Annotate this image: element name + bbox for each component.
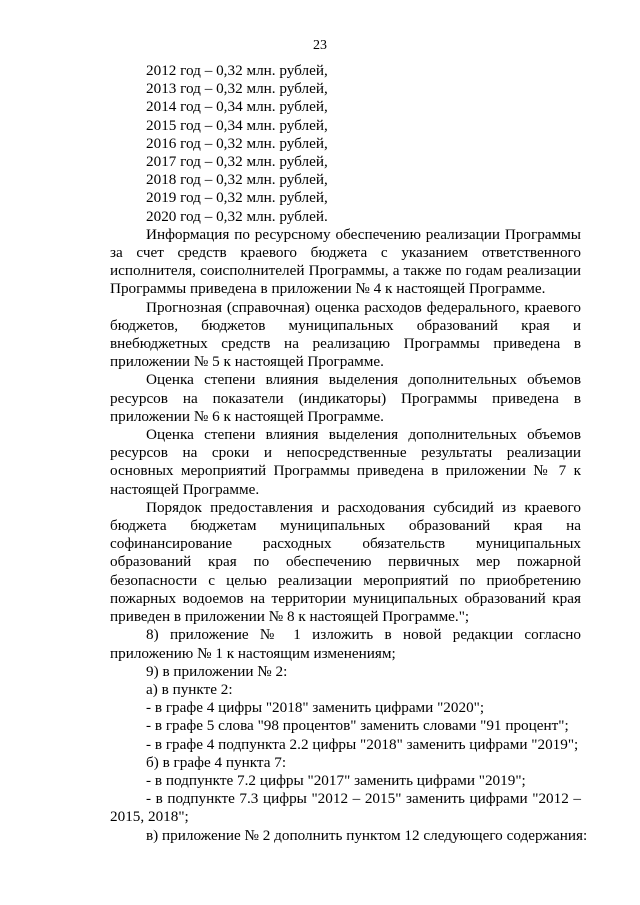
item-9a-subitem-2-2: - в графе 4 подпункта 2.2 цифры "2018" заменить цифрами "2019"; [146,735,579,753]
funding-year-2014: 2014 год – 0,34 млн. рублей, [146,98,328,116]
funding-year-2017: 2017 год – 0,32 млн. рублей, [146,153,328,171]
funding-year-2012: 2012 год – 0,32 млн. рублей, [146,62,328,79]
item-9c: в) приложение № 2 дополнить пунктом 12 следующего содержания: [146,826,588,844]
funding-year-2013: 2013 год – 0,32 млн. рублей, [146,80,328,98]
funding-year-2019: 2019 год – 0,32 млн. рублей, [146,189,328,207]
item-9b-subitem-7-3: - в подпункте 7.3 цифры "2012 – 2015" заменить цифрами "2012 – 2015, 2018"; [110,790,581,826]
item-9b: б) в графе 4 пункта 7: [146,753,287,771]
document-body [110,62,588,845]
item-9: 9) в приложении № 2: [146,662,288,680]
funding-year-2016: 2016 год – 0,32 млн. рублей, [146,134,328,152]
paragraph-influence-indicators: Оценка степени влияния выделения дополнительных объемов ресурсов на показатели (индикаторы) Программы приведена в приложении № 6 к настоящей Программе. [110,371,581,425]
item-9a: а) в пункте 2: [146,680,233,698]
funding-year-2018: 2018 год – 0,32 млн. рублей, [146,171,328,189]
item-9a-column-4: - в графе 4 цифры "2018" заменить цифрами "2020"; [146,699,485,717]
paragraph-item-8: 8) приложение № 1 изложить в новой редакции согласно приложению № 1 к настоящим изменениям; [110,626,581,662]
item-9a-column-5: - в графе 5 слова "98 процентов" заменить словами "91 процент"; [146,717,569,735]
paragraph-subsidy-procedure: Порядок предоставления и расходования субсидий из краевого бюджета бюджетам муниципальных образований края на софинансирование расходных обязательств муниципальных образований края по обеспечению первичных мер пожарной безопасности с целью реализации мероприятий по приобретению пожарных водоемов на территории муниципальных образований края приведен в приложении № 8 к настоящей Программе."; [110,498,581,626]
funding-year-2015: 2015 год – 0,34 млн. рублей, [146,116,328,134]
paragraph-forecast-estimate: Прогнозная (справочная) оценка расходов федерального, краевого бюджетов, бюджетов муниципальных образований края и внебюджетных средств на реализацию Программы приведена в приложении № 5 к настоящей Программе. [110,298,581,371]
page-number: 23 [313,38,327,53]
paragraph-influence-terms: Оценка степени влияния выделения дополнительных объемов ресурсов на сроки и непосредственные результаты реализации основных мероприятий Программы приведена в приложении № 7 к настоящей Программе. [110,426,581,498]
paragraph-resource-info: Информация по ресурсному обеспечению реализации Программы за счет средств краевого бюджета с указанием ответственного исполнителя, соисполнителей Программы, а также по годам реализации Программы приведена в приложении № 4 к настоящей Программе. [110,225,581,298]
funding-year-2020: 2020 год – 0,32 млн. рублей. [146,207,328,225]
item-9b-subitem-7-2: - в подпункте 7.2 цифры "2017" заменить цифрами "2019"; [146,771,526,789]
